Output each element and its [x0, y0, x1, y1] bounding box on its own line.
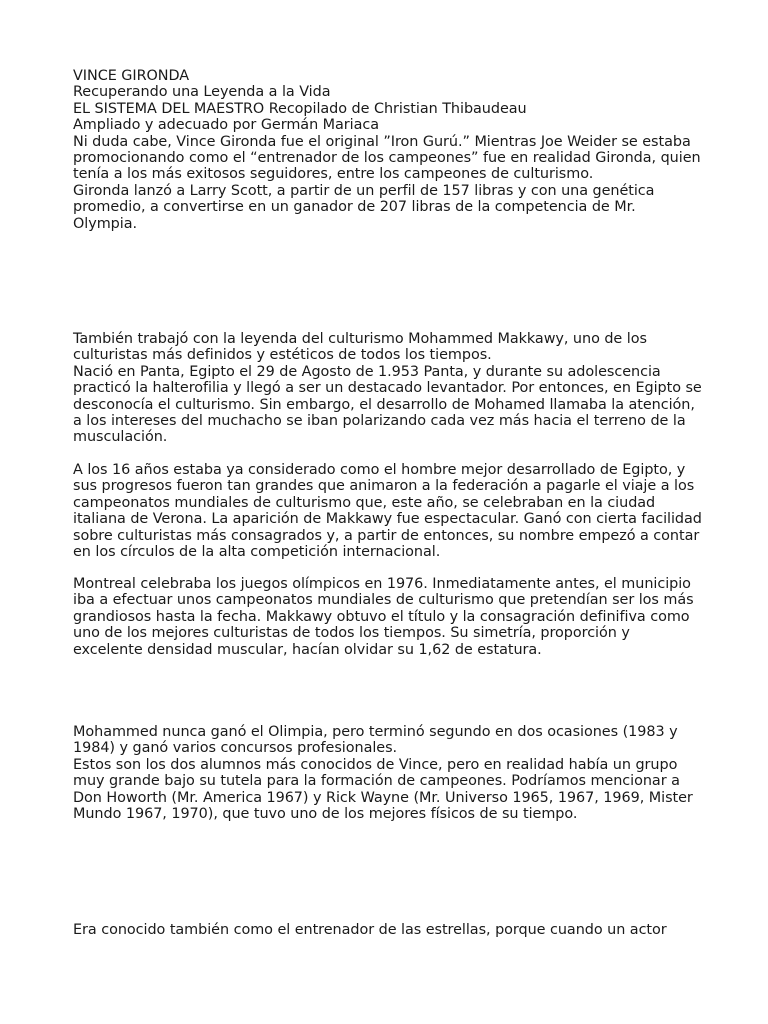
paragraph-estrellas: Era conocido también como el entrenador de las estrellas, porque cuando un actor — [73, 922, 667, 938]
paragraph-alumnos: Estos son los dos alumnos más conocidos de Vince, pero en realidad había un grupo muy grande bajo su tutela para la formación de campeones. Podríamos mencionar a Don Howorth (Mr. America 1967) y Rick Wayne (Mr. Universo 1965, 1967, 1969, Mister Mundo 1967, 1970), que tuvo uno de los mejores físicos de su tiempo. — [73, 756, 693, 823]
paragraph-makkawy: También trabajó con la leyenda del culturismo Mohammed Makkawy, uno de los culturistas más definidos y estéticos de todos los tiempos. — [73, 331, 647, 364]
age-16-section — [73, 462, 703, 560]
paragraph-olimpia: Mohammed nunca ganó el Olimpia, pero terminó segundo en dos ocasiones (1983 y 1984) y ganó varios concursos profesionales. — [73, 724, 678, 757]
paragraph-born: Nació en Panta, Egipto el 29 de Agosto de 1.953 Panta, y durante su adolescencia practicó la halterofilia y llegó a ser un destacado levantador. Por entonces, en Egipto se desconocía el culturismo. Sin embargo, el desarrollo de Mohamed llamaba la atención, a los intereses del muchacho se iban polarizando cada vez más hacia el terreno de la musculación. — [73, 363, 702, 446]
paragraph-age-16: A los 16 años estaba ya considerado como el hombre mejor desarrollado de Egipto, y sus progresos fueron tan grandes que animaron a la federación a pagarle el viaje a los campeonatos mundiales de culturismo que, este año, se celebraban en la ciudad italiana de Verona. La aparición de Makkawy fue espectacular. Ganó con cierta facilidad sobre culturistas más consagrados y, a partir de entonces, su nombre empezó a contar en los círculos de la alta competición internacional. — [73, 462, 702, 561]
montreal-section — [73, 576, 703, 658]
document-subtitle: Recuperando una Leyenda a la Vida — [73, 84, 331, 101]
olimpia-section — [73, 724, 703, 822]
system-line: EL SISTEMA DEL MAESTRO Recopilado de Christian Thibaudeau — [73, 100, 527, 117]
estrellas-section — [73, 922, 703, 938]
intro-section — [73, 68, 703, 232]
document-title: VINCE GIRONDA — [73, 68, 190, 84]
makkawy-section — [73, 331, 703, 446]
adapted-line: Ampliado y adecuado por Germán Mariaca — [73, 117, 380, 134]
paragraph-intro: Ni duda cabe, Vince Gironda fue el original ”Iron Gurú.” Mientras Joe Weider se estaba promocionando como el “entrenador de los campeones” fue en realidad Gironda, quien tenía a los más exitosos seguidores, entre los campeones de culturismo. — [73, 133, 701, 183]
paragraph-larry-scott: Gironda lanzó a Larry Scott, a partir de un perfil de 157 libras y con una genética promedio, a convertirse en un ganador de 207 libras de la competencia de Mr. Olympia. — [73, 182, 655, 232]
paragraph-montreal: Montreal celebraba los juegos olímpicos en 1976. Inmediatamente antes, el municipio iba a efectuar unos campeonatos mundiales de culturismo que pretendían ser los más grandiosos hasta la fecha. Makkawy obtuvo el título y la consagración definifiva como uno de los mejores culturistas de todos los tiempos. Su simetría, proporción y excelente densidad muscular, hacían olvidar su 1,62 de estatura. — [73, 576, 694, 658]
